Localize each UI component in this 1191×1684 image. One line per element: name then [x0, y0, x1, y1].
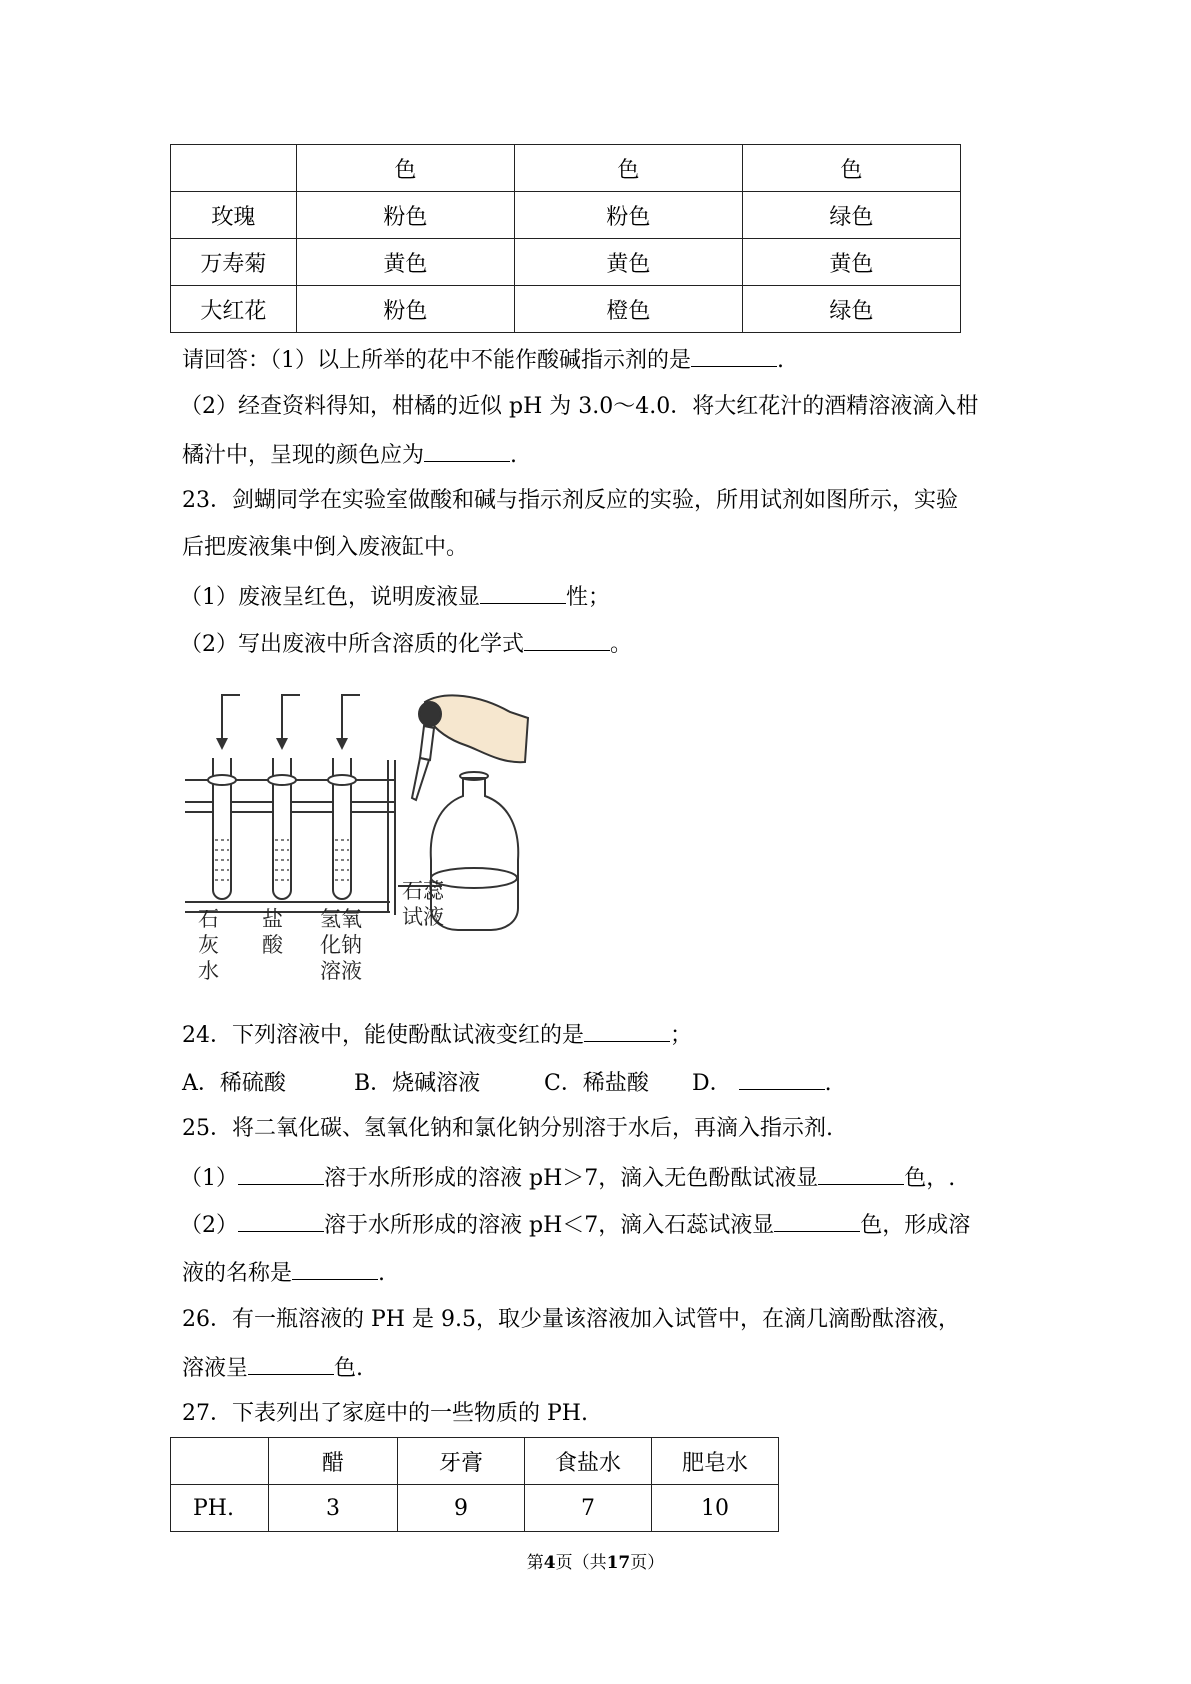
tube-collar-1: [208, 775, 236, 785]
q24-line-1: 24．下列溶液中，能使酚酞试液变红的是 ；: [182, 1019, 692, 1051]
table-row: [171, 1485, 779, 1532]
answer-blank[interactable]: [248, 1352, 334, 1375]
answer-blank[interactable]: [818, 1162, 904, 1185]
bottle-label: 石蕊 试液: [402, 879, 444, 929]
arrow-head-1: [216, 738, 228, 750]
table-row: [171, 286, 961, 333]
table-cell: [171, 145, 297, 192]
tube-1-label: 石 灰 水: [198, 907, 219, 983]
option-c[interactable]: C．稀盐酸: [544, 1071, 649, 1096]
answer-blank[interactable]: [238, 1162, 324, 1185]
tube-3-label: 氢氧 化钠 溶液: [320, 907, 362, 983]
page-footer: 第4页（共17页）: [526, 1553, 665, 1573]
hand-with-dropper: [425, 695, 528, 762]
experiment-figure: [180, 690, 560, 1005]
table-cell: 橙色: [514, 286, 742, 333]
answer-blank[interactable]: [292, 1257, 378, 1280]
table-cell: 醋: [269, 1438, 398, 1485]
table-cell: 绿色: [742, 286, 960, 333]
option-a[interactable]: A．稀硫酸: [182, 1071, 286, 1096]
answer-blank[interactable]: [238, 1209, 324, 1232]
table-cell: 黄色: [296, 239, 514, 286]
table-cell: 牙膏: [398, 1438, 525, 1485]
table-cell: 9: [398, 1485, 525, 1532]
answer-blank[interactable]: [739, 1067, 825, 1090]
table-cell: 色: [742, 145, 960, 192]
tube-2-label: 盐 酸: [262, 907, 283, 957]
arrow-head-3: [336, 738, 348, 750]
table-header-row: [171, 145, 961, 192]
q25-line-4: 液的名称是 .: [182, 1257, 385, 1289]
table-cell: 绿色: [742, 192, 960, 239]
table-cell: 10: [652, 1485, 779, 1532]
q24-options: [182, 1067, 832, 1099]
arrow-head-2: [276, 738, 288, 750]
answer-blank[interactable]: [524, 628, 610, 651]
answer-blank[interactable]: [774, 1209, 860, 1232]
table-cell: 肥皂水: [652, 1438, 779, 1485]
table-cell: 万寿菊: [171, 239, 297, 286]
q22-line-3: 橘汁中，呈现的颜色应为 .: [182, 439, 517, 471]
table-cell: PH.: [171, 1485, 269, 1532]
q25-line-3: （2） 溶于水所形成的溶液 pH＜7，滴入石蕊试液显 色，形成溶: [180, 1209, 970, 1241]
arrow-2: [282, 695, 300, 740]
q23-line-1: 23．剑蝴同学在实验室做酸和碱与指示剂反应的实验，所用试剂如图所示，实验: [182, 488, 958, 513]
q25-line-2: （1） 溶于水所形成的溶液 pH＞7，滴入无色酚酞试液显 色，.: [180, 1162, 955, 1194]
answer-blank[interactable]: [691, 344, 777, 367]
arrow-1: [222, 695, 240, 740]
answer-blank[interactable]: [424, 439, 510, 462]
table-cell: 色: [514, 145, 742, 192]
arrow-3: [342, 695, 360, 740]
q25-line-1: 25．将二氧化碳、氢氧化钠和氯化钠分别溶于水后，再滴入指示剂.: [182, 1116, 833, 1141]
q27-line-1: 27．下表列出了家庭中的一些物质的 PH.: [182, 1401, 588, 1426]
table-cell: 玫瑰: [171, 192, 297, 239]
household-ph-table: [170, 1437, 779, 1532]
table-cell: 黄色: [742, 239, 960, 286]
option-d[interactable]: D． .: [692, 1067, 832, 1099]
q26-line-1: 26．有一瓶溶液的 PH 是 9.5，取少量该溶液加入试管中，在滴几滴酚酞溶液，: [182, 1307, 960, 1332]
answer-blank[interactable]: [584, 1019, 670, 1042]
q22-line-2: （2）经查资料得知，柑橘的近似 pH 为 3.0～4.0．将大红花汁的酒精溶液滴入柑: [180, 394, 979, 419]
flower-color-table: [170, 144, 961, 333]
table-cell: 7: [525, 1485, 652, 1532]
table-header-row: [171, 1438, 779, 1485]
table-cell: 粉色: [514, 192, 742, 239]
page-number: 4: [543, 1553, 556, 1573]
table-cell: 大红花: [171, 286, 297, 333]
q23-line-4: （2）写出废液中所含溶质的化学式 。: [180, 628, 632, 660]
table-cell: 黄色: [514, 239, 742, 286]
q26-line-2: 溶液呈 色.: [182, 1352, 363, 1384]
tube-collar-2: [268, 775, 296, 785]
tube-collar-3: [328, 775, 356, 785]
table-cell: [171, 1438, 269, 1485]
table-cell: 食盐水: [525, 1438, 652, 1485]
table-row: [171, 192, 961, 239]
table-cell: 3: [269, 1485, 398, 1532]
option-b[interactable]: B．烧碱溶液: [354, 1071, 481, 1096]
table-cell: 粉色: [296, 192, 514, 239]
table-cell: 粉色: [296, 286, 514, 333]
table-cell: 色: [296, 145, 514, 192]
q23-line-3: （1）废液呈红色，说明废液显 性；: [180, 581, 610, 613]
table-row: [171, 239, 961, 286]
q22-line-1: 请回答：（1）以上所举的花中不能作酸碱指示剂的是 .: [182, 344, 784, 376]
dropper: [412, 702, 441, 800]
total-pages: 17: [606, 1553, 631, 1573]
q23-line-2: 后把废液集中倒入废液缸中。: [182, 535, 469, 560]
answer-blank[interactable]: [480, 581, 566, 604]
